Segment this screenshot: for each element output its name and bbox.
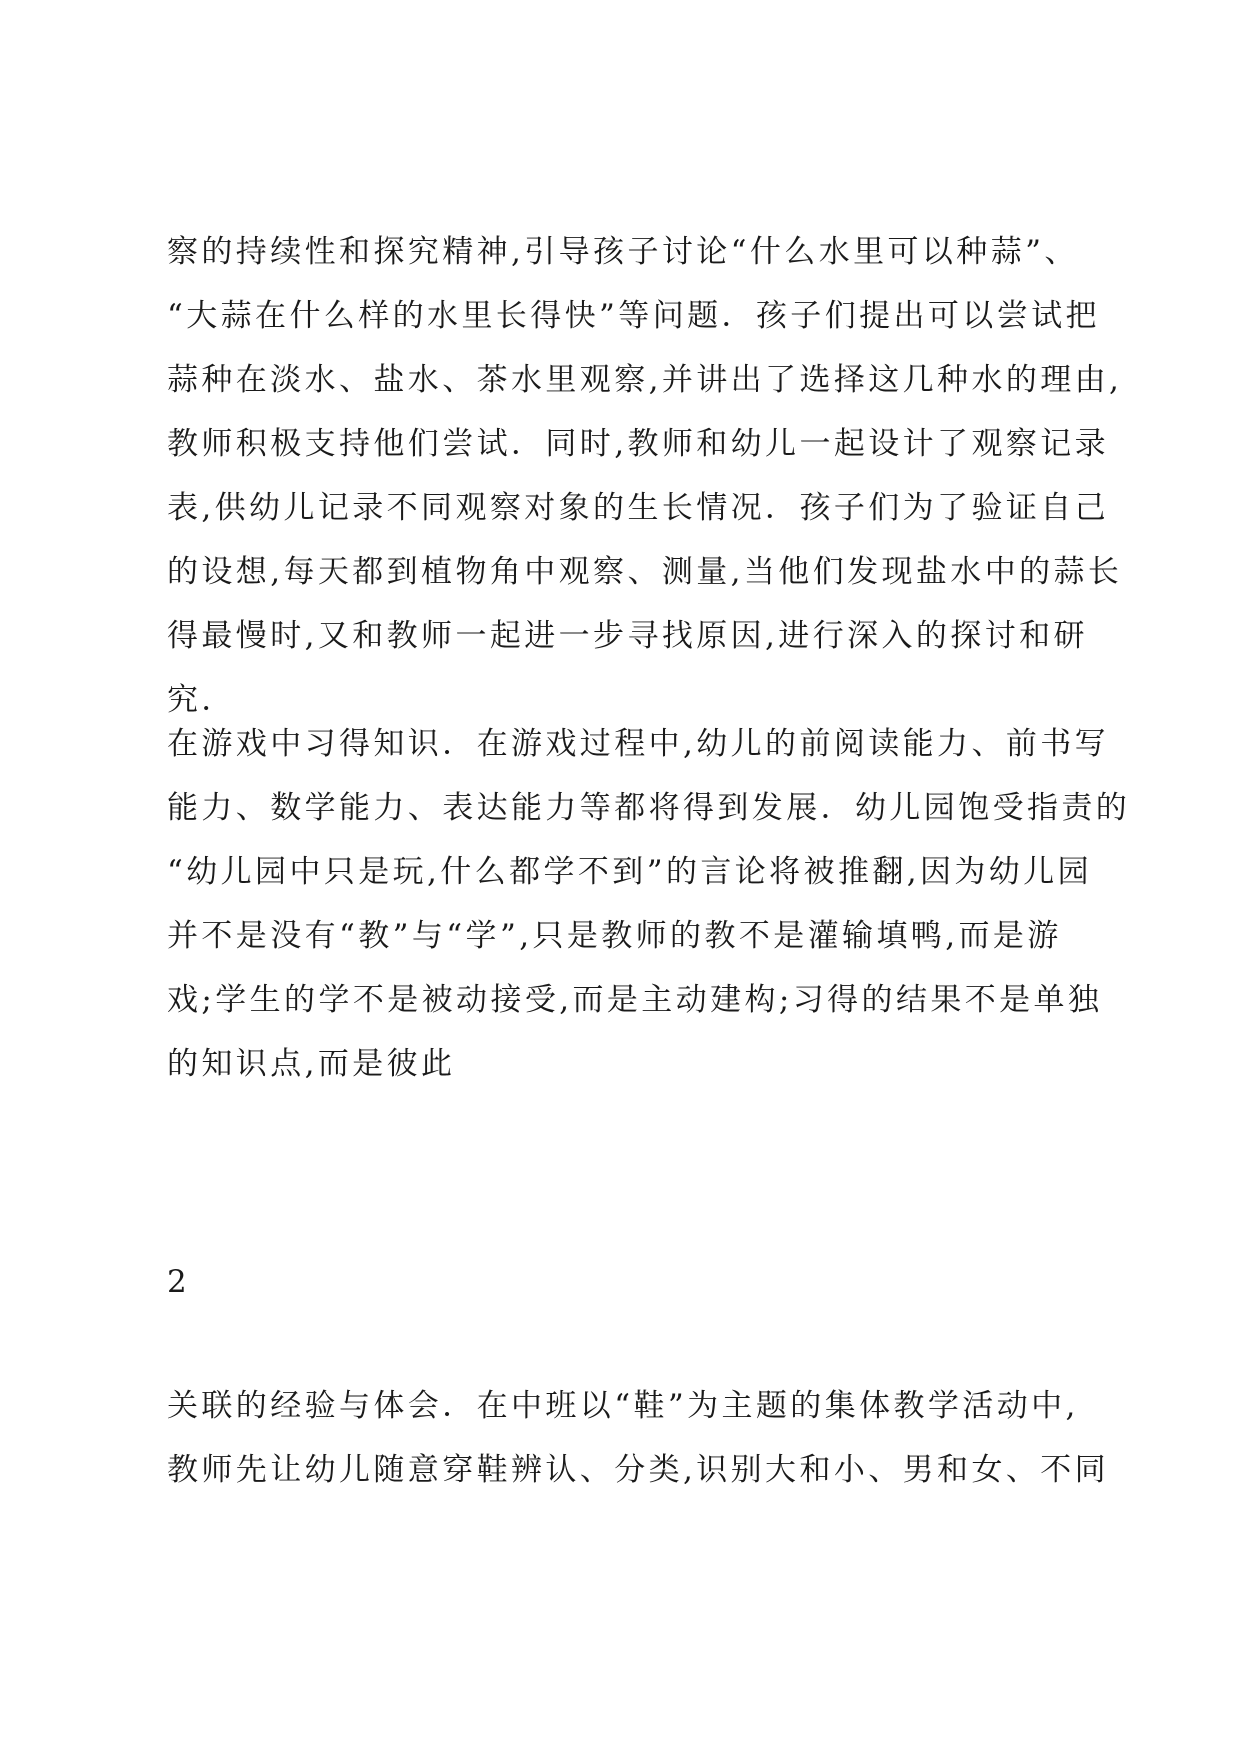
text-line: 究． [167,682,236,718]
paragraph-shoe-theme-activity [167,1374,1110,1502]
page-number-text: 2 [167,1264,191,1300]
text-line: 表,供幼儿记录不同观察对象的生长情况．孩子们为了验证自己 [167,490,1110,526]
text-line: 教师积极支持他们尝试．同时,教师和幼儿一起设计了观察记录 [167,426,1110,462]
text-line: 的知识点,而是彼此 [167,1046,456,1082]
text-line: 得最慢时,又和教师一起进一步寻找原因,进行深入的探讨和研 [167,618,1088,654]
text-line: 戏;学生的学不是被动接受,而是主动建构;习得的结果不是单独 [167,982,1103,1018]
text-line: 在游戏中习得知识．在游戏过程中,幼儿的前阅读能力、前书写 [167,726,1110,762]
text-line: 的设想,每天都到植物角中观察、测量,当他们发现盐水中的蒜长 [167,554,1123,590]
page-number [167,1250,1097,1314]
paragraph-garlic-observation [167,220,1123,732]
paragraph-learning-through-play [167,712,1131,1096]
text-line: 察的持续性和探究精神,引导孩子讨论“什么水里可以种蒜”、 [167,234,1079,270]
text-line: “幼儿园中只是玩,什么都学不到”的言论将被推翻,因为幼儿园 [167,854,1093,890]
text-line: 并不是没有“教”与“学”,只是教师的教不是灌输填鸭,而是游 [167,918,1062,954]
text-line: “大蒜在什么样的水里长得快”等问题．孩子们提出可以尝试把 [167,298,1100,334]
text-line: 教师先让幼儿随意穿鞋辨认、分类,识别大和小、男和女、不同 [167,1452,1110,1488]
text-line: 蒜种在淡水、盐水、茶水里观察,并讲出了选择这几种水的理由, [167,362,1123,398]
text-line: 关联的经验与体会．在中班以“鞋”为主题的集体教学活动中, [167,1388,1079,1424]
text-line: 能力、数学能力、表达能力等都将得到发展．幼儿园饱受指责的 [167,790,1131,826]
